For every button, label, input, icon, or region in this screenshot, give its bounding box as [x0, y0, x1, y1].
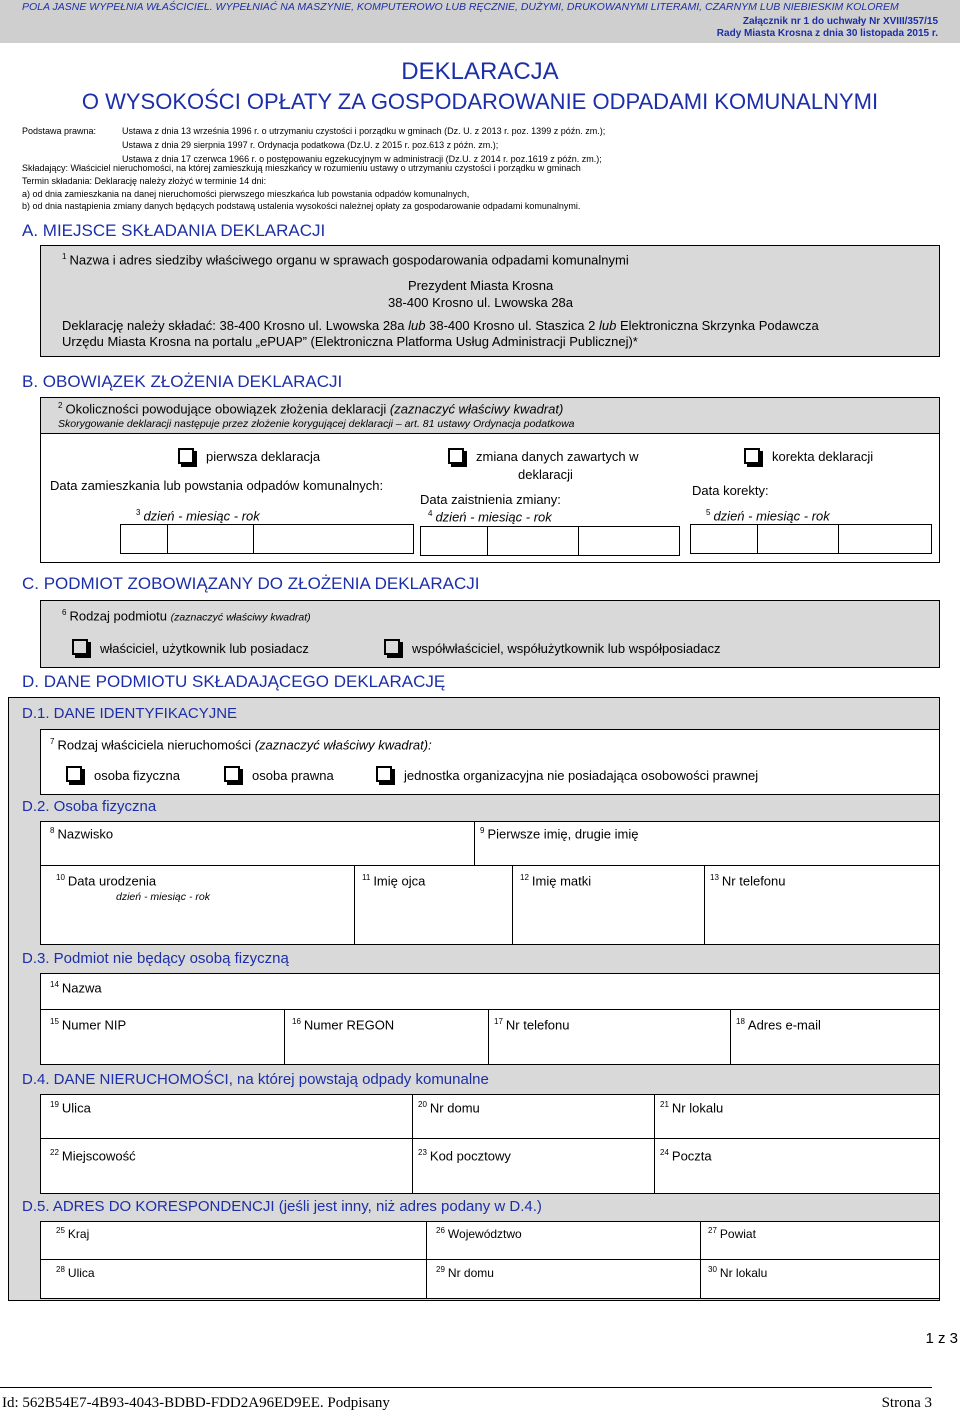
field-4-month[interactable]: [487, 526, 579, 556]
field-5-month[interactable]: [757, 524, 839, 554]
d2-divider-v2: [354, 865, 355, 945]
d3-title: D.3. Podmiot nie będący osobą fizyczną: [22, 950, 289, 967]
field-12-label[interactable]: [520, 873, 591, 888]
opt-change-line-1: zmiana danych zawartych w: [476, 449, 639, 464]
field-21-label[interactable]: [660, 1100, 723, 1115]
field-1-label: [62, 252, 629, 267]
d4-divider-h: [40, 1138, 940, 1139]
field-7-hint: (zaznaczyć właściwy kwadrat):: [254, 737, 432, 753]
d5-divider-v1: [426, 1221, 427, 1299]
checkbox-owner[interactable]: [72, 639, 88, 655]
document-id: Id: 562B54E7-4B93-4043-BDBD-FDD2A96ED9EE. Podpisany: [2, 1395, 390, 1411]
footer-rule: [0, 1387, 932, 1388]
field-17-number: 17: [494, 1017, 503, 1026]
field-15-text: Numer NIP: [61, 1017, 127, 1033]
field-16-number: 16: [292, 1017, 301, 1026]
field-27-number: 27: [708, 1226, 717, 1235]
opt1-date-label: Data zamieszkania lub powstania odpadów komunalnych:: [50, 478, 384, 493]
field-5-number: 5: [706, 508, 711, 517]
legal-basis-label: Podstawa prawna:: [22, 126, 97, 136]
field-8-text: Nazwisko: [57, 826, 114, 842]
place-a: Deklarację należy składać: 38-400 Krosno ul. Lwowska 28a: [62, 318, 405, 333]
d1-title: D.1. DANE IDENTYFIKACYJNE: [22, 705, 238, 722]
field-6-hint: (zaznaczyć właściwy kwadrat): [170, 611, 311, 624]
field-22-label[interactable]: [50, 1148, 136, 1163]
opt2-date-format: [428, 509, 552, 524]
d2-divider-v4: [704, 865, 705, 945]
field-24-label[interactable]: [660, 1148, 712, 1163]
field-3-number: 3: [136, 508, 141, 517]
field-30-text: Nr lokalu: [719, 1266, 768, 1280]
legal-basis-line-1: Ustawa z dnia 13 września 1996 r. o utrzymaniu czystości i porządku w gminach (Dz. U. z 2013 r. poz. 1399 z późn. zm.);: [122, 126, 606, 136]
field-12-text: Imię matki: [531, 873, 592, 889]
section-b-title: B. OBOWIĄZEK ZŁOŻENIA DEKLARACJI: [22, 372, 343, 391]
correction-note: Skorygowanie deklaracji następuje przez złożenie korygującej deklaracji – art. 81 ustawy Ordynacja podatkowa: [58, 418, 575, 430]
field-23-number: 23: [418, 1148, 427, 1157]
field-13-label[interactable]: [710, 873, 786, 888]
section-d-title: D. DANE PODMIOTU SKŁADAJĄCEGO DEKLARACJĘ: [22, 672, 446, 691]
d4-divider-v1: [412, 1094, 413, 1194]
d2-divider-v1: [474, 821, 475, 865]
opt2-date-format-text: dzień - miesiąc - rok: [435, 509, 552, 525]
d4-title: D.4. DANE NIERUCHOMOŚCI, na której powstają odpady komunalne: [22, 1071, 489, 1088]
checkbox-change-data[interactable]: [448, 448, 464, 464]
field-12-number: 12: [520, 873, 529, 882]
opt3-date-label: Data korekty:: [692, 483, 769, 498]
field-16-text: Numer REGON: [303, 1017, 395, 1033]
field-23-text: Kod pocztowy: [429, 1148, 511, 1164]
field-19-text: Ulica: [61, 1100, 91, 1116]
field-26-label[interactable]: [436, 1226, 522, 1241]
opt-correction: korekta deklaracji: [772, 449, 874, 464]
page-label: Strona 3: [881, 1395, 932, 1411]
field-10-text: Data urodzenia: [67, 873, 157, 889]
opt1-date-format: [136, 508, 260, 523]
organ-line-2: 38-400 Krosno ul. Lwowska 28a: [388, 295, 574, 310]
field-4-day[interactable]: [420, 526, 488, 556]
field-28-text: Ulica: [67, 1266, 95, 1280]
form-title: DEKLARACJA: [401, 58, 559, 85]
field-26-number: 26: [436, 1226, 445, 1235]
field-1-text: Nazwa i adres siedziby właściwego organu w sprawach gospodarowania odpadami komunalnymi: [69, 252, 629, 268]
field-14-number: 14: [50, 980, 59, 989]
field-3-day[interactable]: [120, 524, 168, 554]
field-10-label[interactable]: [56, 873, 156, 888]
d5-title: D.5. ADRES DO KORESPONDENCJI (jeśli jest inny, niż adres podany w D.4.): [22, 1198, 542, 1215]
field-10-number: 10: [56, 873, 65, 882]
field-27-text: Powiat: [719, 1227, 756, 1241]
field-7-label: [50, 737, 432, 752]
checkbox-org-unit[interactable]: [376, 766, 392, 782]
field-26-text: Województwo: [447, 1227, 522, 1241]
d3-divider-v1: [284, 1009, 285, 1065]
field-2-label: [58, 401, 563, 416]
d2-divider-h: [40, 865, 940, 866]
field-6-number: 6: [62, 608, 67, 617]
attachment-line-1: Załącznik nr 1 do uchwały Nr XVIII/357/15: [742, 16, 938, 27]
field-8-number: 8: [50, 826, 55, 835]
field-25-text: Kraj: [67, 1227, 90, 1241]
field-30-label[interactable]: [708, 1265, 767, 1280]
form-subtitle: O WYSOKOŚCI OPŁATY ZA GOSPODAROWANIE ODPADAMI KOMUNALNYMI: [81, 89, 879, 114]
d2-title: D.2. Osoba fizyczna: [22, 798, 157, 815]
field-7-text: Rodzaj właściciela nieruchomości: [57, 737, 252, 753]
field-27-label[interactable]: [708, 1226, 756, 1241]
field-17-text: Nr telefonu: [505, 1017, 570, 1033]
d4-divider-v2: [654, 1094, 655, 1194]
field-3-month-year[interactable]: [253, 524, 414, 554]
d5-divider-h: [40, 1259, 940, 1260]
page-counter: 1 z 3: [925, 1330, 958, 1347]
checkbox-natural-person[interactable]: [66, 766, 82, 782]
field-18-label[interactable]: [736, 1017, 821, 1032]
d4-box: [40, 1094, 940, 1194]
opt-co-owner: współwłaściciel, współużytkownik lub współposiadacz: [412, 641, 721, 656]
d3-divider-v3: [730, 1009, 731, 1065]
opt-owner: właściciel, użytkownik lub posiadacz: [100, 641, 309, 656]
field-22-number: 22: [50, 1148, 59, 1157]
field-17-label[interactable]: [494, 1017, 570, 1032]
field-13-text: Nr telefonu: [721, 873, 786, 889]
opt-change-line-2: deklaracji: [518, 467, 573, 482]
field-28-number: 28: [56, 1265, 65, 1274]
field-4-number: 4: [428, 509, 433, 518]
place-lub-1: lub: [408, 318, 426, 333]
field-20-label[interactable]: [418, 1100, 480, 1115]
field-23-label[interactable]: [418, 1148, 511, 1163]
legal-basis-line-2: Ustawa z dnia 29 sierpnia 1997 r. Ordynacja podatkowa (Dz.U. z 2015 r. poz.613 z późn. zm.);: [122, 140, 499, 150]
d2-divider-v3: [512, 865, 513, 945]
field-21-number: 21: [660, 1100, 669, 1109]
d3-divider-h: [40, 1009, 940, 1010]
field-3-day-b[interactable]: [167, 524, 254, 554]
field-4-year[interactable]: [578, 526, 680, 556]
field-16-label[interactable]: [292, 1017, 394, 1032]
field-7-number: 7: [50, 737, 55, 746]
field-5-day[interactable]: [690, 524, 758, 554]
place-line-2: Urzędu Miasta Krosna na portalu „ePUAP” (Elektroniczna Platforma Usług Administracji Publicznej)*: [62, 334, 638, 349]
field-19-label[interactable]: [50, 1100, 91, 1115]
d5-divider-v2: [700, 1221, 701, 1299]
field-19-number: 19: [50, 1100, 59, 1109]
field-24-number: 24: [660, 1148, 669, 1157]
field-18-number: 18: [736, 1017, 745, 1026]
field-20-text: Nr domu: [429, 1100, 480, 1116]
field-14-text: Nazwa: [61, 980, 102, 996]
place-c: Elektroniczna Skrzynka Podawcza: [619, 318, 819, 333]
field-5-year[interactable]: [838, 524, 932, 554]
field-8-label[interactable]: [50, 826, 113, 841]
field-9-text: Pierwsze imię, drugie imię: [487, 826, 639, 842]
opt-org-unit: jednostka organizacyjna nie posiadająca osobowości prawnej: [404, 768, 759, 783]
place-lub-2: lub: [598, 318, 617, 333]
field-25-number: 25: [56, 1226, 65, 1235]
field-6-text: Rodzaj podmiotu: [69, 608, 168, 624]
field-11-number: 11: [362, 873, 371, 882]
field-1-number: 1: [62, 252, 67, 261]
place-line-1: [62, 318, 819, 333]
field-29-text: Nr domu: [447, 1266, 494, 1280]
organ-line-1: Prezydent Miasta Krosna: [408, 278, 554, 293]
field-15-number: 15: [50, 1017, 59, 1026]
checkbox-legal-person[interactable]: [224, 766, 240, 782]
section-a-title: A. MIEJSCE SKŁADANIA DEKLARACJI: [22, 221, 326, 240]
checkbox-co-owner[interactable]: [384, 639, 400, 655]
opt2-date-label: Data zaistnienia zmiany:: [420, 492, 561, 507]
field-11-label[interactable]: [362, 873, 425, 888]
field-11-text: Imię ojca: [373, 873, 426, 889]
skladajacy-text: Składający: Właściciel nieruchomości, na której zamieszkują mieszkańcy w rozumieniu ustawy o utrzymaniu czystości i porządku w gminach: [22, 163, 581, 173]
legal-basis-line-3: Ustawa z dnia 17 czerwca 1966 r. o postępowaniu egzekucyjnym w administracji (Dz.U. z 2014 r. poz.1619 z późn. zm.);: [122, 154, 602, 164]
field-24-text: Poczta: [671, 1148, 712, 1164]
fill-instruction: POLA JASNE WYPEŁNIA WŁAŚCICIEL. WYPEŁNIAĆ NA MASZYNIE, KOMPUTEROWO LUB RĘCZNIE, DUŻYMI, DRUKOWANYMI LITERAMI, CZARNYM LUB NIEBIESKIM KOLOREM: [22, 1, 899, 13]
termin-text: Termin składania: Deklarację należy złożyć w terminie 14 dni:: [22, 176, 267, 186]
field-10-format: dzień - miesiąc - rok: [116, 891, 210, 903]
field-6-label: [62, 608, 311, 623]
field-14-label[interactable]: [50, 980, 102, 995]
field-15-label[interactable]: [50, 1017, 126, 1032]
field-18-text: Adres e-mail: [747, 1017, 821, 1033]
d3-divider-v2: [488, 1009, 489, 1065]
termin-a: a) od dnia zamieszkania na danej nieruchomości pierwszego mieszkańca lub powstania odpadów komunalnych,: [22, 189, 470, 199]
field-30-number: 30: [708, 1265, 717, 1274]
field-29-number: 29: [436, 1265, 445, 1274]
field-20-number: 20: [418, 1100, 427, 1109]
attachment-line-2: Rady Miasta Krosna z dnia 30 listopada 2015 r.: [716, 28, 938, 39]
field-9-number: 9: [480, 826, 485, 835]
field-9-label[interactable]: [480, 826, 638, 841]
place-b: 38-400 Krosno ul. Staszica 2: [429, 318, 596, 333]
termin-b: b) od dnia nastąpienia zmiany danych będących podstawą ustalenia wysokości należnej opłaty za gospodarowanie odpadami komunalnymi.: [22, 201, 581, 211]
field-21-text: Nr lokalu: [671, 1100, 724, 1116]
checkbox-first-declaration[interactable]: [178, 448, 194, 464]
field-2-text: Okoliczności powodujące obowiązek złożenia deklaracji: [65, 401, 387, 417]
field-2-hint: (zaznaczyć właściwy kwadrat): [389, 401, 564, 417]
opt-natural-person: osoba fizyczna: [94, 768, 180, 783]
opt3-date-format: [706, 508, 830, 523]
field-28-label[interactable]: [56, 1265, 95, 1280]
opt-legal-person: osoba prawna: [252, 768, 334, 783]
field-2-number: 2: [58, 401, 63, 410]
section-c-title: C. PODMIOT ZOBOWIĄZANY DO ZŁOŻENIA DEKLARACJI: [22, 574, 480, 593]
field-22-text: Miejscowość: [61, 1148, 136, 1164]
field-25-label[interactable]: [56, 1226, 89, 1241]
opt1-date-format-text: dzień - miesiąc - rok: [143, 508, 260, 524]
field-29-label[interactable]: [436, 1265, 494, 1280]
field-13-number: 13: [710, 873, 719, 882]
opt3-date-format-text: dzień - miesiąc - rok: [713, 508, 830, 524]
checkbox-correction[interactable]: [744, 448, 760, 464]
opt-first-declaration: pierwsza deklaracja: [206, 449, 321, 464]
